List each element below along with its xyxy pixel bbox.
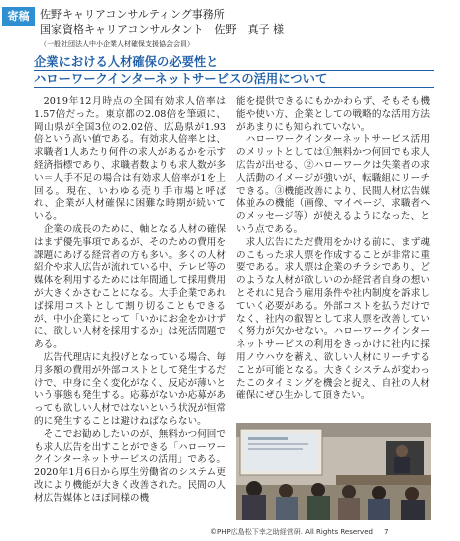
body-paragraph: 2019年12月時点の全国有効求人倍率は1.57倍だった。東京都の2.08倍を筆頭に、岡山県が全国3位の2.02倍、広島県が1.93倍という高い値である。有効求人倍率とは、求職者1人あたり何件の求人があるかを示す経済指標であり、求職者数よりも求人数が多い＝人手不足の場合は有効求人倍率が1を上回る。現在、いわゆる売り手市場と呼ばれ、企業が人材確保に困難な時期が続いている。 [34, 96, 226, 223]
author-name: 国家資格キャリアコンサルタント 佐野 真子 様 [40, 23, 284, 36]
article-header [0, 4, 460, 54]
author-association: （一般社団法人中小企業人材確保支援協会会員） [40, 40, 194, 48]
body-paragraph: 能を提供できるにもかかわらず、そもそも機能や使い方、企業としての戦略的な活用方法があまりにも知られていない。 [236, 96, 430, 133]
contribution-badge: 寄稿 [2, 7, 35, 26]
author-office: 佐野キャリアコンサルティング事務所 [40, 8, 225, 21]
body-column-left [34, 96, 226, 506]
body-paragraph: ハローワークインターネットサービス活用のメリットとしては①無料かつ何回でも求人広告が出せる、②ハローワークは失業者の求人活動のイメージが強いが、転職組にリーチできる。③機能改善により、民間人材広告媒体並みの機能（画像、マイページ、求職者へのメッセージ等）が使えるようになった、という点である。 [236, 134, 430, 235]
body-paragraph: 企業の成長のために、軸となる人材の確保はまず優先事項であるが、そのための費用を課題にあげる経営者の方も多い。多くの人材紹介や求人広告が流れている中、テレビ等の媒体を利用するためには年間通して採用費用が大きくかさむことになる。大手企業であれば採用コストとして割り切ることもできるが、中小企業にとって「いかにお金をかけずに、欲しい人材を採用するか」は死活問題である。 [34, 223, 226, 351]
body-column-right [236, 96, 430, 403]
seminar-photo-image [236, 423, 431, 520]
body-paragraph: 求人広告にただ費用をかける前に、まず魂のこもった求人票を作成することが非常に重要である。求人票は企業のチラシであり、どのような人材が欲しいのか経営者自身の想いとそれに見合う雇用条件や社内制度を訴求していく必要がある。外部コストを払うだけでなく、社内の叡智として求人票を改善していく努力が欠かせない。ハローワークインターネットサービスの利用をきっかけに社内に採用ノウハウを蓄え、欲しい人材にリーチすることが可能となる。大きくシステムが変わったこのタイミングを機会と捉え、自社の人材確保にぜひ生かして頂きたい。 [236, 236, 430, 402]
title-line-2: ハローワークインターネットサービスの活用について [34, 71, 434, 88]
copyright: ©PHP広島松下幸之助経営研. All Rights Reserved [210, 528, 373, 536]
title-line-1: 企業における人材確保の必要性と [34, 54, 434, 71]
page-number: 7 [384, 528, 389, 536]
body-paragraph: 広告代理店に丸投げとなっている場合、毎月多額の費用が外部コストとして発生するだけで、中身に全く変化がなく、反応が薄いという事態も発生する。応募がないか応募があっても欲しい人材ではないという状況が恒常的に発生することは避けねばならない。 [34, 351, 226, 427]
page-footer [210, 527, 389, 537]
article-title [34, 54, 434, 88]
body-paragraph: そこでお勧めしたいのが、無料かつ何回でも求人広告を出すことができる「ハローワークインターネットサービスの活用」である。2020年1月6日から厚生労働省のシステム更改により機能が大きく改善された。民間の人材広告媒体とほぼ同様の機 [34, 428, 226, 504]
seminar-photo [236, 423, 431, 520]
